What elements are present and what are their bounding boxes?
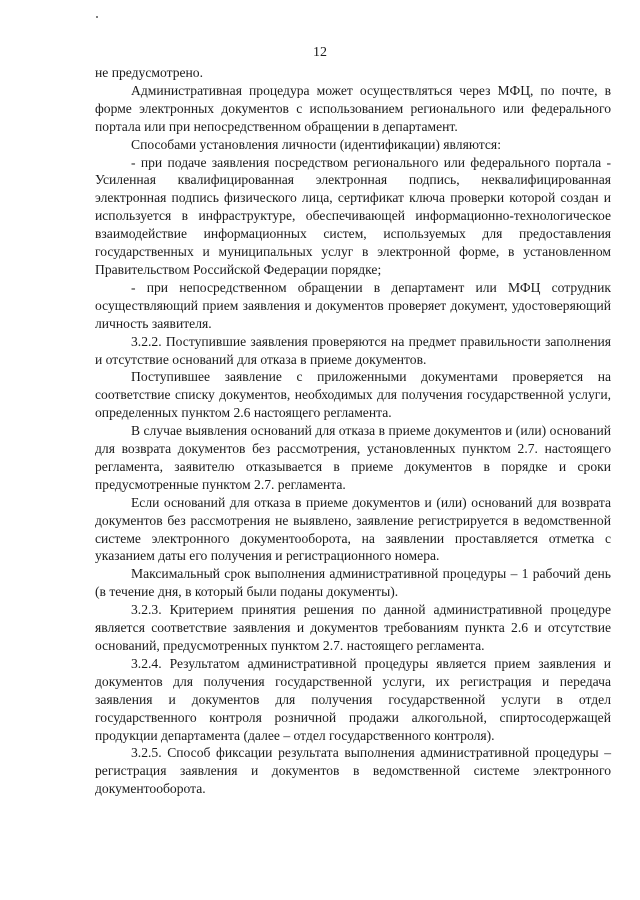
paragraph: Административная процедура может осуществляться через МФЦ, по почте, в форме электронных документов с использованием регионального или федерального портала или при непосредственном обращении в департамент. <box>95 82 611 134</box>
page-number: 12 <box>313 45 327 60</box>
paragraph: Способами установления личности (идентификации) являются: <box>131 136 501 152</box>
paragraph: Если оснований для отказа в приеме документов и (или) оснований для возврата документов без рассмотрения не выявлено, заявление регистрируется в ведомственной системе электронного документооборота, на заявлении проставляется отметка с указанием даты его получения и регистрационного номера. <box>95 494 611 564</box>
list-item: - при непосредственном обращении в департамент или МФЦ сотрудник осуществляющий прием заявления и документов проверяет документ, удостоверяющий личность заявителя. <box>95 279 611 331</box>
scan-speck <box>96 16 98 18</box>
paragraph: 3.2.3. Критерием принятия решения по данной административной процедуре является соответствие заявления и документов требованиям пункта 2.6 и отсутствие оснований, предусмотренных пунктом 2.7. настоящего регламента. <box>95 602 611 653</box>
paragraph: В случае выявления оснований для отказа в приеме документов и (или) оснований для возврата документов без рассмотрения, установленных пунктом 2.7. настоящего регламента, заявителю отказывается в приеме документов в порядке и сроки предусмотренные пунктом 2.7. регламента. <box>95 423 611 492</box>
list-item: - при подаче заявления посредством регионального или федерального портала - Усиленная квалифицированная электронная подпись, неквалифицированная электронная подпись физического лица, сертификат ключа проверки которой создан и используется в инфраструктуре, обеспечивающей информационно-технологическое взаимодействие информационных систем, используемых для предоставления государственных и муниципальных услуг в электронной форме, в установленном Правительством Российской Федерации порядке; <box>95 154 611 277</box>
paragraph: Максимальный срок выполнения административной процедуры – 1 рабочий день (в течение дня, в который были поданы документы). <box>95 566 611 600</box>
paragraph: 3.2.5. Способ фиксации результата выполнения административной процедуры – регистрация заявления и документов в ведомственной системе электронного документооборота. <box>95 745 611 797</box>
paragraph: не предусмотрено. <box>95 65 204 80</box>
paragraph: 3.2.4. Результатом административной процедуры является прием заявления и документов для получения государственной услуги, их регистрация и передача заявления и документов для получения государственной услуги в отдел государственного контроля розничной продажи алкогольной, спиртосодержащей продукции департамента (далее – отдел государственного контроля). <box>95 655 611 743</box>
paragraph: 3.2.2. Поступившие заявления проверяются на предмет правильности заполнения и отсутствие оснований для отказа в приеме документов. <box>95 333 611 367</box>
paragraph: Поступившее заявление с приложенными документами проверяется на соответствие списку документов, необходимых для получения государственной услуги, определенных пунктом 2.6 настоящего регламента. <box>95 369 611 421</box>
document-body <box>95 64 611 798</box>
